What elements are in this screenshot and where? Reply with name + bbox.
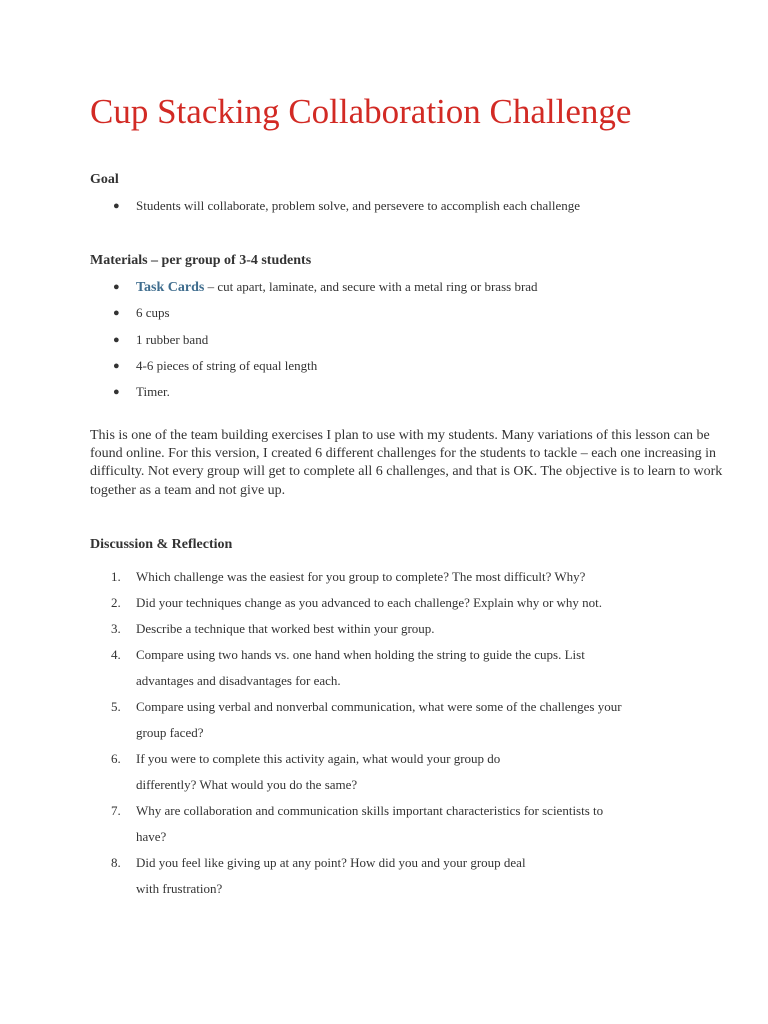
materials-heading: Materials – per group of 3-4 students (90, 253, 312, 268)
item-text-line: Did you feel like giving up at any point? How did you and your group deal (136, 855, 526, 870)
item-number: 4. (111, 647, 121, 662)
discussion-item (90, 590, 736, 616)
item-number: 2. (111, 595, 121, 610)
item-text-line: Which challenge was the easiest for you group to complete? The most difficult? Why? (136, 569, 586, 584)
bullet-icon: ● (113, 359, 120, 372)
goal-heading: Goal (90, 172, 119, 187)
materials-list (90, 279, 538, 410)
item-text-line: advantages and disadvantages for each. (136, 673, 341, 688)
document-title: Cup Stacking Collaboration Challenge (90, 92, 632, 131)
item-text-line: If you were to complete this activity again, what would your group do (136, 751, 501, 766)
bullet-icon: ● (113, 281, 120, 293)
discussion-item (90, 798, 736, 850)
discussion-item (90, 564, 736, 590)
discussion-heading: Discussion & Reflection (90, 537, 233, 552)
bullet-icon: ● (113, 386, 120, 399)
task-cards-description: – cut apart, laminate, and secure with a metal ring or brass brad (204, 279, 538, 294)
item-text-line: differently? What would you do the same? (136, 777, 358, 792)
item-text-line: have? (136, 829, 167, 844)
item-text-line: Describe a technique that worked best within your group. (136, 621, 435, 636)
item-number: 8. (111, 855, 121, 870)
item-number: 7. (111, 803, 121, 818)
item-text-line: Compare using two hands vs. one hand when holding the string to guide the cups. List (136, 647, 585, 662)
item-text-line: with frustration? (136, 881, 223, 896)
goal-list (90, 198, 580, 224)
item-text-line: Did your techniques change as you advanced to each challenge? Explain why or why not. (136, 595, 603, 610)
materials-item: ● 6 cups (113, 305, 170, 321)
item-number: 5. (111, 699, 121, 714)
discussion-item (90, 616, 736, 642)
discussion-list (90, 564, 736, 902)
item-text-line: group faced? (136, 725, 204, 740)
materials-item: ● 4-6 pieces of string of equal length (113, 357, 318, 373)
goal-item: ● Students will collaborate, problem solve, and persevere to accomplish each challenge (113, 198, 581, 213)
item-number: 3. (111, 621, 121, 636)
bullet-icon: ● (113, 200, 120, 212)
materials-item (90, 279, 538, 305)
intro-paragraph: This is one of the team building exercises I plan to use with my students. Many variations of this lesson can be found online. For this version, I created 6 different challenges for the students to tackle – each one increasing in difficulty. Not every group will get to complete all 6 challenges, and that is OK. The objective is to learn to work together as a team and not give up. (90, 428, 723, 498)
item-number: 6. (111, 751, 121, 766)
discussion-item (90, 694, 736, 746)
item-number: 1. (111, 569, 121, 584)
task-cards-link[interactable]: Task Cards (136, 280, 205, 295)
discussion-item (90, 746, 736, 798)
discussion-item (90, 850, 736, 902)
item-text-line: Why are collaboration and communication skills important characteristics for scientists to (136, 803, 604, 818)
bullet-icon: ● (113, 307, 120, 320)
item-text-line: Compare using verbal and nonverbal communication, what were some of the challenges your (136, 699, 622, 714)
materials-item: ● 1 rubber band (113, 331, 209, 347)
discussion-item (90, 642, 736, 694)
bullet-icon: ● (113, 333, 120, 346)
materials-item: ● Timer. (113, 384, 170, 400)
